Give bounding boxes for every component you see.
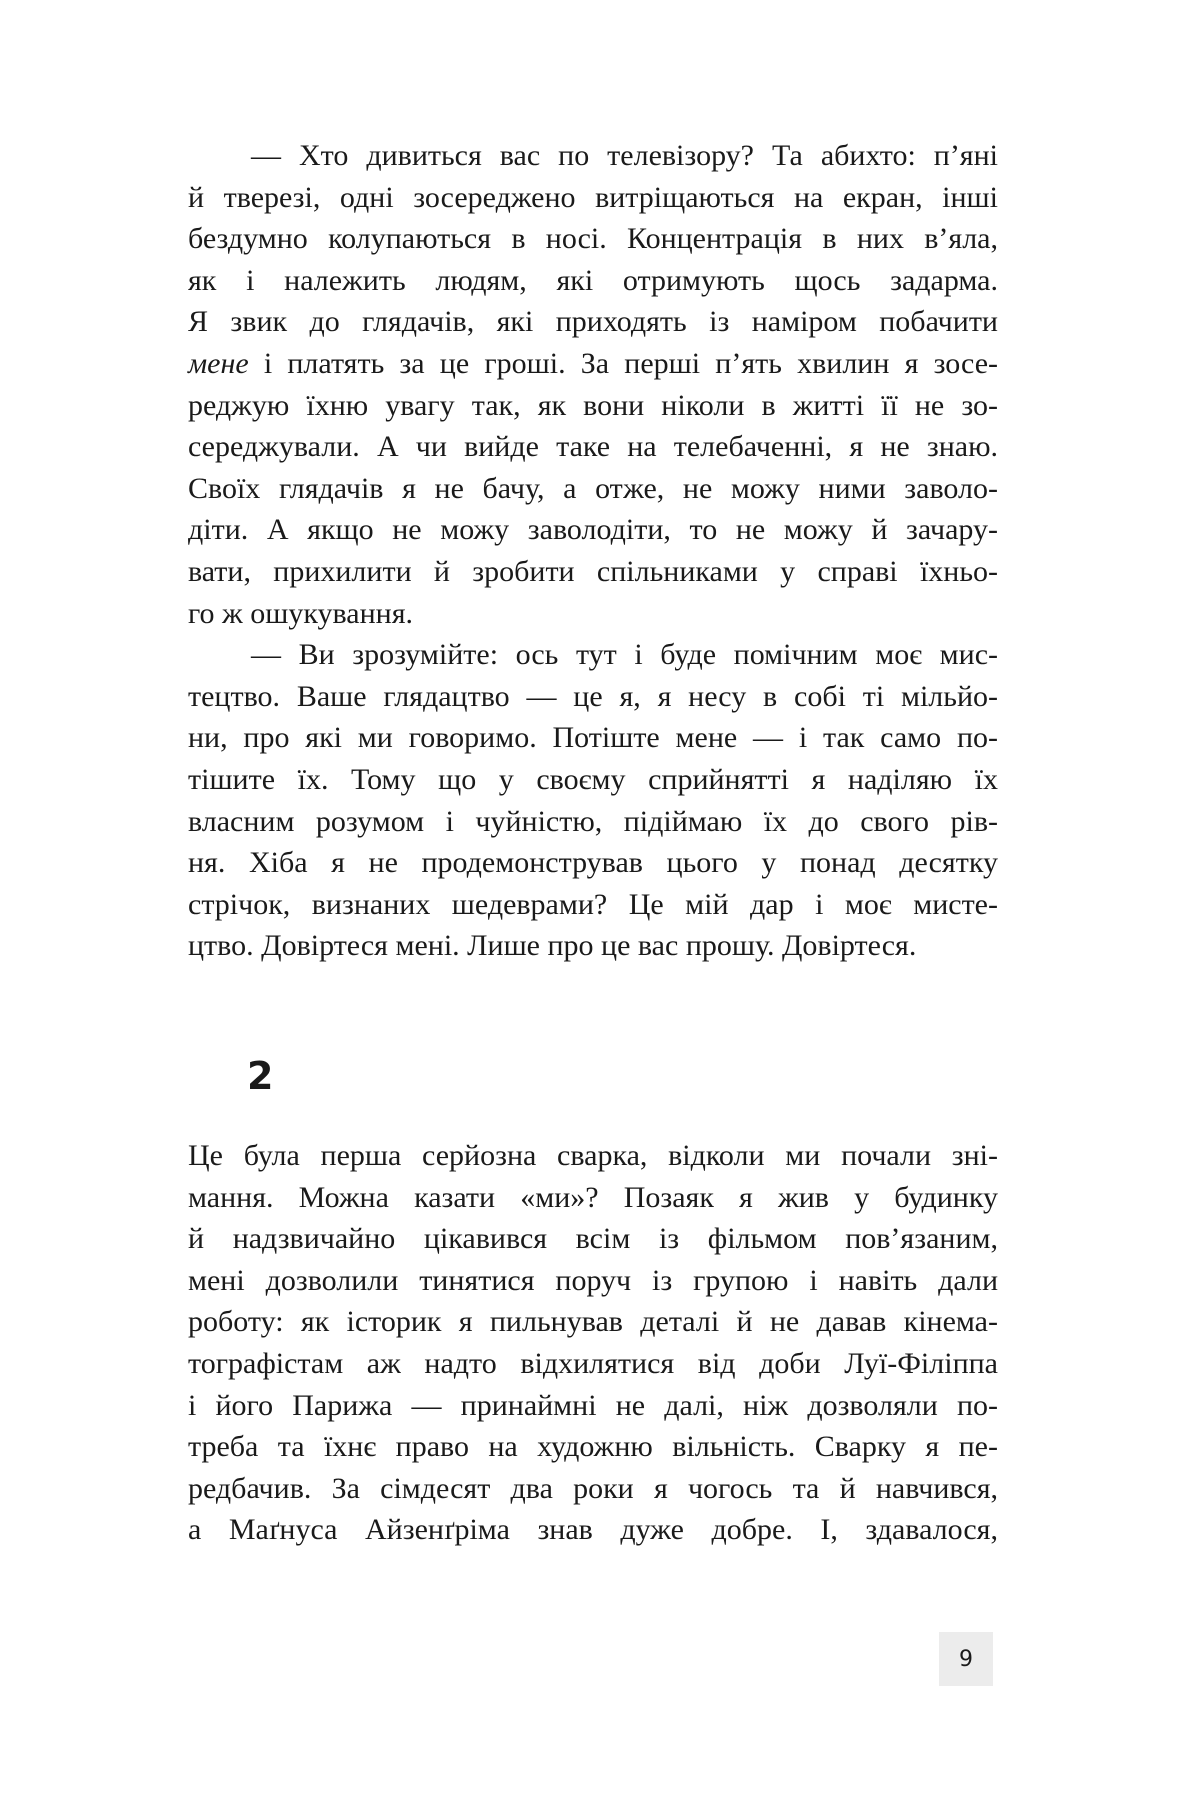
text-line: мене і платять за це гроші. За перші п’ять хвилин я зосе- — [188, 346, 998, 380]
text-line: тографістам аж надто відхилятися від доби Луї-Філіппа — [188, 1346, 998, 1380]
text-line: тішите їх. Тому що у своєму сприйнятті я наділяю їх — [188, 762, 998, 796]
paragraph — [188, 634, 998, 967]
page-number-badge — [939, 1632, 993, 1686]
chapter-number: 2 — [247, 1054, 274, 1098]
text-line: середжували. А чи вийде таке на телебаченні, я не знаю. — [188, 430, 998, 464]
page-number: 9 — [959, 1646, 973, 1672]
text-line: Своїх глядачів я не бачу, а отже, не можу ними заволо- — [188, 471, 998, 505]
text-line: й тверезі, одні зосереджено витріщаються на екран, інші — [188, 180, 998, 214]
text-line: бездумно колупаються в носі. Концентрація в них в’яла, — [188, 222, 998, 256]
text-line: стрічок, визнаних шедеврами? Це мій дар і моє мисте- — [188, 887, 998, 921]
text-line: редбачив. За сімдесят два роки я чогось та й навчився, — [188, 1471, 998, 1505]
text-line: тецтво. Ваше глядацтво — це я, я несу в собі ті мільйо- — [188, 679, 998, 713]
text-line: треба та їхнє право на художню вільність. Сварку я пе- — [188, 1430, 998, 1464]
text-line: ня. Хіба я не продемонстрував цього у понад десятку — [188, 846, 998, 880]
text-line: — Ви зрозумійте: ось тут і буде помічним моє мис- — [251, 638, 998, 672]
paragraph — [188, 1135, 998, 1551]
text-line: Я звик до глядачів, які приходять із наміром побачити — [188, 305, 998, 339]
text-line: мені дозволили тинятися поруч із групою і навіть дали — [188, 1263, 998, 1297]
text-line: і його Парижа — принаймні не далі, ніж дозволяли по- — [188, 1388, 998, 1422]
text-line: ни, про які ми говоримо. Потіште мене — і так само по- — [188, 721, 998, 755]
text-line: як і належить людям, які отримують щось задарма. — [188, 263, 998, 297]
text-line: цтво. Довіртеся мені. Лише про це вас прошу. Довіртеся. — [188, 929, 917, 963]
text-line: власним розумом і чуйністю, підіймаю їх до свого рів- — [188, 804, 998, 838]
paragraph — [188, 135, 998, 634]
bottom-text-block — [188, 1135, 998, 1551]
text-line: а Маґнуса Айзенґріма знав дуже добре. І, здавалося, — [188, 1513, 998, 1547]
text-line: Це була перша серйозна сварка, відколи ми почали зні- — [188, 1139, 998, 1172]
text-line: вати, прихилити й зробити спільниками у справі їхньо- — [188, 554, 998, 588]
text-line: реджую їхню увагу так, як вони ніколи в житті її не зо- — [188, 388, 998, 422]
text-line: діти. А якщо не можу заволодіти, то не можу й зачару- — [188, 513, 998, 547]
text-line: роботу: як історик я пильнував деталі й не давав кінема- — [188, 1305, 998, 1339]
text-line: й надзвичайно цікавився всім із фільмом пов’язаним, — [188, 1222, 998, 1256]
text-line: мання. Можна казати «ми»? Позаяк я жив у будинку — [188, 1180, 998, 1214]
text-line: — Хто дивиться вас по телевізору? Та абихто: п’яні — [251, 139, 998, 172]
text-line: го ж ошукування. — [188, 596, 414, 630]
top-text-block — [188, 135, 998, 967]
